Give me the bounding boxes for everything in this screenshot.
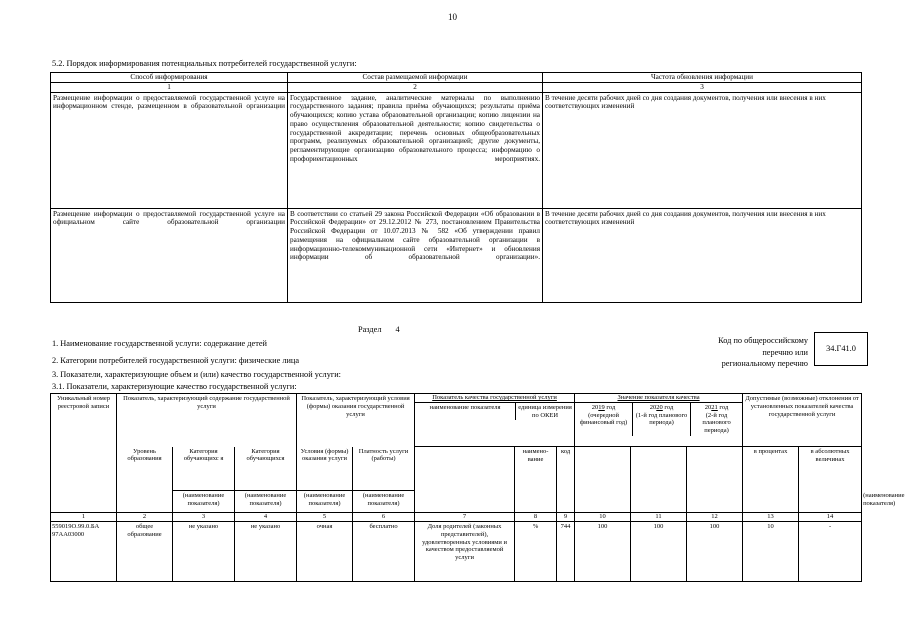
section-5-2-title: 5.2. Порядок информирования потенциальных потребителей государственной услуги:: [52, 59, 357, 68]
header-conditions-indicator: Показатель, характеризующий условия (формы) оказания государственной услуги: [297, 394, 415, 447]
sub-name: (наименование показателя): [235, 491, 297, 513]
header-content: Состав размещаемой информации: [288, 73, 543, 83]
header-allowed-deviation: Допустимые (возможные) отклонения от установленных показателей качества государственной услуги: [743, 394, 862, 447]
code-label-line: региональному перечню: [721, 359, 808, 368]
col-number: 1: [51, 82, 288, 92]
col-number: 3: [543, 82, 862, 92]
indicators-title: 3. Показатели, характеризующие объем и (или) качество государственной услуги:: [52, 370, 341, 379]
col-number: 13: [743, 513, 799, 522]
header-quality-indicator: [415, 394, 575, 447]
col-number: 14: [799, 513, 862, 522]
quality-subname-row: (наименование показателя) (наименование показателя) (наименование показателя) (наименование показателя) (наименование показателя): [51, 491, 862, 513]
header-registry: Уникальный номер реестровой записи: [51, 394, 117, 513]
indicator-name-value: Доля родителей (законных представителей), удовлетворенных условиями и качеством предоставляемой услуги: [415, 522, 515, 582]
method-cell: Размещение информации о предоставляемой государственной услуге на официальном сайте образовательной организации: [51, 208, 288, 302]
value-year2: 100: [631, 522, 687, 582]
quality-indicators-title: 3.1. Показатели, характеризующие качество государственной услуги:: [52, 382, 297, 391]
conditions-value: очная: [297, 522, 353, 582]
quality-indicator-label: Показатель качества государственной услуги: [415, 394, 574, 403]
col-number: 11: [631, 513, 687, 522]
col-number: 9: [557, 513, 575, 522]
table-row: [51, 92, 862, 208]
sub-name: (наименование показателя): [173, 491, 235, 513]
sub-student-category-2: Категория обучающихся: [235, 447, 297, 491]
value-year1: 100: [575, 522, 631, 582]
quality-table: [50, 393, 905, 582]
service-name: 1. Наименование государственной услуги: содержание детей: [52, 339, 267, 348]
year1-label: 2019 год (очередной финансовый год): [575, 403, 633, 436]
col-number: 4: [235, 513, 297, 522]
col-number: 5: [297, 513, 353, 522]
frequency-cell: В течение десяти рабочих дней со дня создания документов, получения или внесения в них соответствующих изменений: [543, 92, 862, 208]
consumer-categories: 2. Категории потребителей государственной услуги: физические лица: [52, 356, 300, 365]
sub-name: (наименование показателя): [297, 491, 353, 513]
values-label: Значение показателя качества: [575, 394, 742, 403]
table-header-row: [51, 73, 862, 83]
empty-cell: [415, 447, 515, 513]
table-row: [51, 208, 862, 302]
header-frequency: Частота обновления информации: [543, 73, 862, 83]
informing-table: [50, 72, 862, 303]
quality-header-row: [51, 394, 862, 447]
education-level-value: общее образование: [117, 522, 173, 582]
sub-payment: Платность услуги (работы): [353, 447, 415, 491]
method-cell: Размещение информации о предоставляемой государственной услуге на информационном стенде, размещенном в образовательной организации: [51, 92, 288, 208]
empty-cell: [117, 491, 173, 513]
code-label-line: перечню или: [762, 347, 808, 357]
table-number-row: [51, 82, 862, 92]
empty-cell: [687, 447, 743, 513]
deviation-abs-value: -: [799, 522, 862, 582]
code-label: [718, 335, 808, 370]
sub-conditions: Условия (формы) оказания услуги: [297, 447, 353, 491]
col-number: 7: [415, 513, 515, 522]
registry-number: 559019О.99.0.БА 97АА03000: [51, 522, 117, 582]
content-cell: Государственное задание, аналитические материалы по выполнению государственного задания; правила приёма обучающихся; результаты приёма обучающихся; копию устава образовательной организации; копию лицензии на право осуществления образовательной деятельности; копию свидетельства о государственной аккредитации; перечень основных общеобразовательных программ, реализуемых образовательной организацией; другие документы, регламентирующие организацию образовательного процесса; информацию о профориентационных мероприятиях.: [288, 92, 543, 208]
pct-header: в процентах: [743, 447, 799, 513]
service-code-box: 34.Г41.0: [814, 332, 868, 366]
quality-subheader-row: [51, 447, 862, 491]
col-number: 2: [117, 513, 173, 522]
quality-number-row: [51, 513, 862, 522]
code-label-line: Код по общероссийскому: [718, 336, 808, 345]
sub-name: (наименование показателя): [353, 491, 415, 513]
value-year3: 100: [687, 522, 743, 582]
unit-code-header: код: [557, 447, 575, 513]
indicator-name-label: наименование показателя: [415, 403, 516, 421]
year3-label: 2021 год (2-й год планового периода): [702, 403, 731, 435]
frequency-cell: В течение десяти рабочих дней со дня создания документов, получения или внесения в них соответствующих изменений: [543, 208, 862, 302]
col-number: 12: [687, 513, 743, 522]
page-number: 10: [448, 12, 457, 22]
col-number: 8: [515, 513, 557, 522]
content-cell: В соответствии со статьей 29 закона Российской Федерации «Об образовании в Российской Федерации» от 29.12.2012 № 273, постановлением Правительства Российской Федерации от 10.07.2013 № 582 «Об утверждении правил размещения на официальном сайте образовательной организации в информационно-телекоммуникационной сети «Интернет» и обновления информации об образовательной организации».: [288, 208, 543, 302]
payment-value: бесплатно: [353, 522, 415, 582]
section-label: Раздел: [358, 325, 382, 334]
table-row: [51, 522, 862, 582]
sub-student-category: Категория обучающихс я: [173, 447, 235, 491]
header-method: Способ информирования: [51, 73, 288, 83]
sub-education-level: Уровень образования: [117, 447, 173, 491]
deviation-pct-value: 10: [743, 522, 799, 582]
student-category-2-value: не указано: [235, 522, 297, 582]
header-content-indicator: Показатель, характеризующий содержание государственной услуги: [117, 394, 297, 447]
abs-header: в абсолютных величинах: [799, 447, 862, 513]
col-number: 1: [51, 513, 117, 522]
col-number: 2: [288, 82, 543, 92]
section-number: 4: [395, 325, 400, 334]
unit-name-header: наимено-вание: [515, 447, 557, 513]
student-category-value: не указано: [173, 522, 235, 582]
empty-cell: [631, 447, 687, 513]
unit-label: единица измерения по ОКЕИ: [518, 403, 572, 419]
empty-cell: [575, 447, 631, 513]
unit-code-value: 744: [557, 522, 575, 582]
unit-name-value: %: [515, 522, 557, 582]
header-values: [575, 394, 743, 447]
section-heading: [358, 325, 400, 334]
col-number: 6: [353, 513, 415, 522]
col-number: 3: [173, 513, 235, 522]
col-number: 10: [575, 513, 631, 522]
year2-label: 2020 год (1-й год планового периода): [633, 403, 691, 436]
